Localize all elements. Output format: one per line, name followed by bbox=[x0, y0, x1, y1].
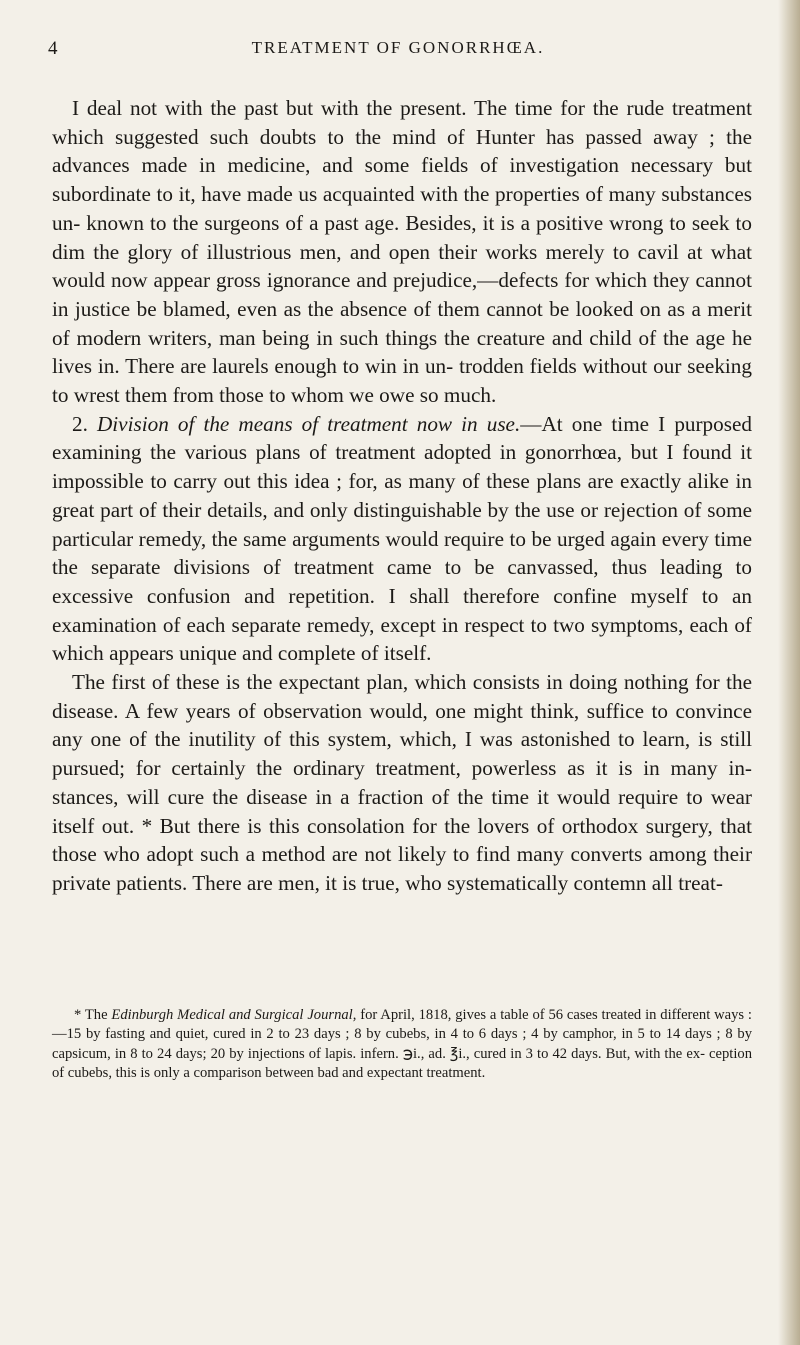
section-text: —At one time I purposed examining the various plans of treatment adopted in gonorrhœa, but I found it impossible to carry out this idea ; for, as many of these plans are exactly alike in great part of their details, and only distinguishable by the use or rejection of some particular remedy, the same arguments would require to be urged again every time the separate divisions of treatment came to be canvassed, thus leading to excessive confusion and repetition. I shall therefore confine myself to an examination of each separate remedy, except in respect to two symptoms, each of which appears unique and complete of itself. bbox=[52, 411, 752, 666]
page-number: 4 bbox=[48, 38, 58, 59]
running-head: TREATMENT OF GONORRHŒA. bbox=[251, 38, 545, 57]
page-edge-shadow bbox=[778, 0, 800, 1345]
footnote-journal-title: Edinburgh Medical and Surgical Journal, bbox=[111, 1007, 357, 1023]
body-text bbox=[52, 94, 752, 898]
footnote bbox=[52, 1006, 752, 1084]
footnote-marker: * The bbox=[74, 1007, 112, 1023]
footnote-text: for April, 1818, gives a table of 56 cases treated in different ways :—15 by fasting and quiet, cured in 2 to 23 days ; 8 by cubebs, in 4 to 6 days ; 4 by camphor, in 5 to 14 days ; 8 by capsicum, in 8 to 24 days; 20 by injections of lapis. infern. ℈i., ad. ℥i., cured in 3 to 42 days. But, with the ex- ception of cubebs, this is only a comparison between bad and expectant treatment. bbox=[52, 1007, 752, 1082]
section-heading: Division of the means of treatment now in use. bbox=[96, 411, 521, 436]
section-2-paragraph bbox=[52, 410, 752, 668]
page-header bbox=[48, 38, 748, 62]
paragraph: The first of these is the expectant plan, which consists in doing nothing for the disease. A few years of observation would, one might think, suffice to convince any one of the inutility of this system, which, I was astonished to learn, is still pursued; for certainly the ordinary treatment, powerless as it is in many in- stances, will cure the disease in a fraction of the time it would require to wear itself out. * But there is this consolation for the lovers of orthodox surgery, that those who adopt such a method are not likely to find many converts among their private patients. There are men, it is true, who systematically contemn all treat- bbox=[52, 670, 752, 895]
section-number: 2. bbox=[72, 411, 88, 436]
paragraph: I deal not with the past but with the present. The time for the rude treatment which suggested such doubts to the mind of Hunter has passed away ; the advances made in medicine, and some fields of investigation necessary but subordinate to it, have made us acquainted with the properties of many substances un- known to the surgeons of a past age. Besides, it is a positive wrong to seek to dim the glory of illustrious men, and open their works merely to cavil at what would now appear gross ignorance and prejudice,—defects for which they cannot in justice be blamed, even as the absence of them cannot be looked on as a merit of modern writers, man being in such things the creature and child of the age he lives in. There are laurels enough to win in un- trodden fields without our seeking to wrest them from those to whom we owe so much. bbox=[52, 96, 752, 408]
